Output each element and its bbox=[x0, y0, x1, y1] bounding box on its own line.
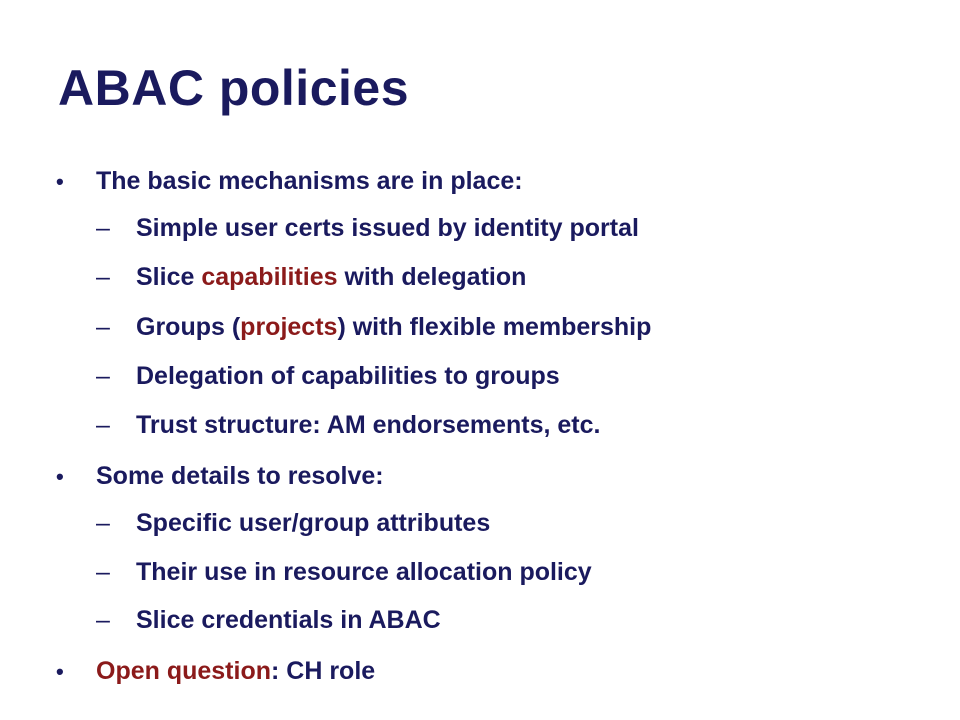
dash-icon: – bbox=[96, 214, 110, 242]
sub-bullet-item bbox=[96, 262, 526, 292]
bullet-text: The basic mechanisms are in place: bbox=[96, 167, 523, 195]
bullet-item bbox=[56, 166, 523, 196]
sub-bullet-item bbox=[96, 312, 651, 342]
sub-bullet-text: Slice credentials in ABAC bbox=[136, 606, 441, 634]
bullet-text-after: : CH role bbox=[271, 657, 376, 685]
bullet-icon: • bbox=[56, 169, 64, 194]
sub-bullet-item bbox=[96, 605, 441, 635]
highlight-text: capabilities bbox=[201, 263, 338, 291]
sub-bullet-text-before: Groups ( bbox=[136, 313, 241, 341]
dash-icon: – bbox=[96, 509, 110, 537]
dash-icon: – bbox=[96, 606, 110, 634]
bullet-text: Some details to resolve: bbox=[96, 462, 384, 490]
sub-bullet-item bbox=[96, 557, 592, 587]
slide-title: ABAC policies bbox=[58, 60, 410, 116]
sub-bullet-text-after: ) with flexible membership bbox=[337, 313, 652, 341]
dash-icon: – bbox=[96, 411, 110, 439]
sub-bullet-text: Simple user certs issued by identity portal bbox=[136, 214, 639, 242]
highlight-text: projects bbox=[240, 313, 338, 341]
sub-bullet-text-after: with delegation bbox=[337, 263, 527, 291]
sub-bullet-text: Trust structure: AM endorsements, etc. bbox=[136, 411, 601, 439]
dash-icon: – bbox=[96, 558, 110, 586]
sub-bullet-text: Specific user/group attributes bbox=[136, 509, 491, 537]
bullet-item bbox=[56, 656, 375, 686]
dash-icon: – bbox=[96, 362, 110, 390]
sub-bullet-text-before: Slice bbox=[136, 263, 202, 291]
sub-bullet-item bbox=[96, 213, 639, 243]
bullet-item bbox=[56, 461, 384, 491]
bullet-icon: • bbox=[56, 659, 64, 684]
dash-icon: – bbox=[96, 313, 110, 341]
sub-bullet-text: Their use in resource allocation policy bbox=[136, 558, 592, 586]
sub-bullet-item bbox=[96, 361, 560, 391]
highlight-text: Open question bbox=[96, 657, 271, 685]
dash-icon: – bbox=[96, 263, 110, 291]
bullet-icon: • bbox=[56, 464, 64, 489]
sub-bullet-item bbox=[96, 410, 600, 440]
sub-bullet-text: Delegation of capabilities to groups bbox=[136, 362, 560, 390]
sub-bullet-item bbox=[96, 508, 490, 538]
